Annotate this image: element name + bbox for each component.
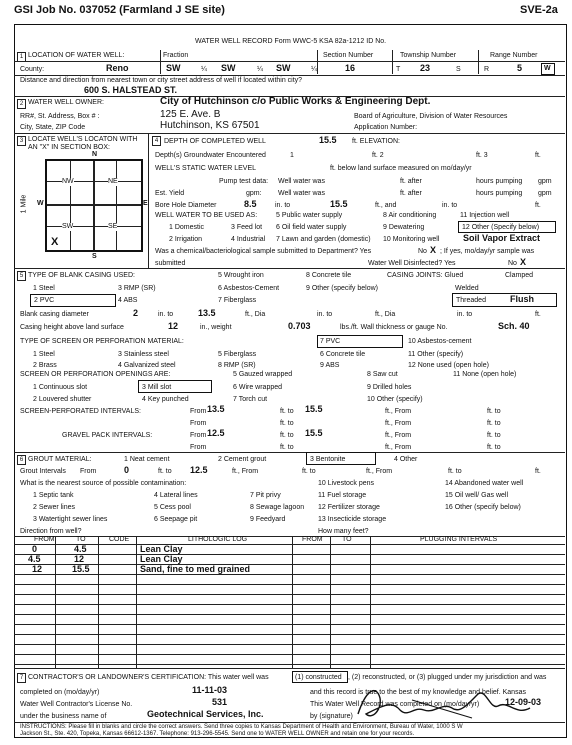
address-value: 600 S. HALSTEAD ST.	[84, 85, 178, 95]
grout-from: 0	[124, 465, 130, 475]
fraction-3: SW	[276, 63, 291, 73]
section-number-label: Section Number	[323, 52, 374, 59]
section-6-number: 6	[17, 455, 26, 465]
fraction-label: Fraction	[163, 52, 189, 59]
bore-depth-value: 15.5	[330, 199, 348, 209]
locate-label: LOCATE WELL'S LOCATON WITH	[28, 136, 138, 143]
township-value: 23	[420, 63, 431, 73]
table-row: 12	[32, 564, 43, 574]
section-1-number: 1	[17, 52, 26, 62]
wall-thickness: Sch. 40	[498, 321, 530, 331]
use-other-value: Soil Vapor Extract	[463, 233, 541, 243]
well-location-mark: X	[51, 236, 59, 248]
range-direction: W	[544, 65, 551, 72]
grout-to: 12.5	[190, 465, 208, 475]
casing-to: 13.5	[198, 308, 216, 318]
signature	[352, 680, 542, 724]
depth-label: DEPTH OF COMPLETED WELL	[164, 138, 266, 145]
owner-value: City of Hutchinson c/o Public Works & Engineering Dept.	[160, 96, 431, 107]
range-value: 5	[517, 63, 523, 73]
casing-height: 12	[168, 321, 179, 331]
form-title-line: WATER WELL RECORD Form WWC-5 KSA 82a-1212 ID No.	[195, 38, 387, 45]
application-number-label: Application Number:	[354, 124, 418, 131]
casing-diameter: 2	[133, 308, 139, 318]
city-value: Hutchinson, KS 67501	[160, 120, 260, 131]
job-number: GSI Job No. 037052 (Farmland J SE site)	[14, 4, 225, 16]
location-label: LOCATION OF WATER WELL:	[28, 52, 125, 59]
form-frame	[14, 24, 567, 738]
county-label: County:	[20, 66, 45, 73]
record-date: 12-09-03	[505, 697, 542, 707]
fraction-1: SW	[166, 63, 181, 73]
bore-diameter-value: 8.5	[244, 199, 257, 209]
locate-label-2: AN "X" IN SECTION BOX:	[28, 144, 110, 151]
board-label: Board of Agriculture, Division of Water Resources	[354, 113, 508, 120]
section-4-number: 4	[152, 136, 161, 146]
section-value: 16	[345, 63, 356, 73]
completed-date: 11-11-03	[192, 685, 228, 695]
flush-value: Flush	[510, 294, 534, 304]
street-value: 125 E. Ave. B	[160, 109, 221, 120]
city-label: City, State, ZIP Code	[20, 124, 86, 131]
table-row: 0	[32, 544, 38, 554]
section-2-number: 2	[17, 99, 26, 109]
casing-weight: 0.703	[288, 321, 311, 331]
gravel-from: 12.5	[207, 428, 225, 438]
section-5-number: 5	[17, 271, 26, 281]
gravel-to: 15.5	[305, 428, 323, 438]
section-7-number: 7	[17, 673, 26, 683]
screen-from: 13.5	[207, 404, 225, 414]
range-number-label: Range Number	[490, 52, 538, 59]
section-3-number: 3	[17, 136, 26, 146]
depth-value: 15.5	[319, 135, 337, 145]
business-name: Geotechnical Services, Inc.	[147, 709, 264, 719]
table-row: 4.5	[28, 554, 41, 564]
owner-label: WATER WELL OWNER:	[28, 99, 104, 106]
township-number-label: Township Number	[400, 52, 457, 59]
fraction-2: SW	[221, 63, 236, 73]
well-code: SVE-2a	[520, 4, 558, 16]
address-label: RR#, St. Address, Box # :	[20, 113, 100, 120]
license-number: 531	[212, 697, 228, 707]
screen-to: 15.5	[305, 404, 323, 414]
county-value: Reno	[106, 63, 129, 73]
distance-label: Distance and direction from nearest town or city street address of well if located within city?	[20, 77, 303, 84]
